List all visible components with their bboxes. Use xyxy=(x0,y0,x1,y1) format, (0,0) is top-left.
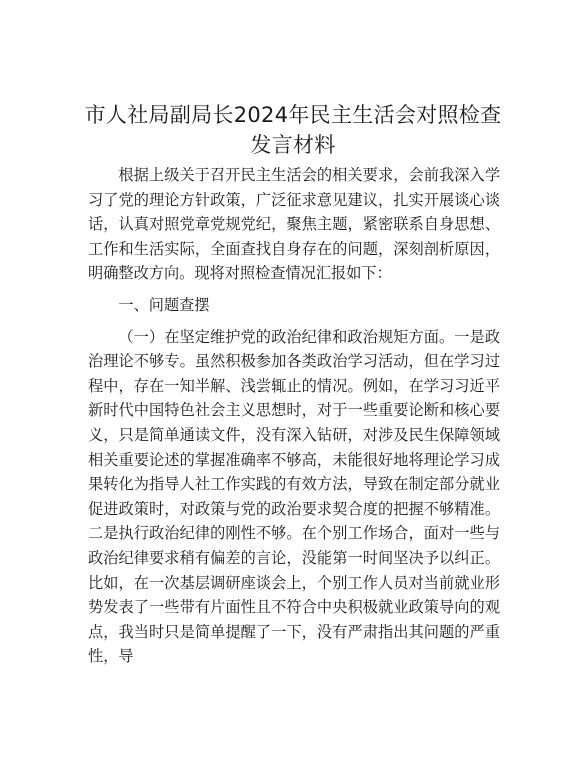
document-title: 市人社局副局长2024年民主生活会对照检查发言材料 xyxy=(84,103,502,157)
section-paragraph: （一）在坚定维护党的政治纪律和政治规矩方面。一是政治理论不够专。虽然积极参加各类政治学习活动，但在学习过程中，存在一知半解、浅尝辄止的情况。例如，在学习习近平新时代中国特色社会主义思想时，对于一些重要论断和核心要义，只是简单通读文件，没有深入钻研，对涉及民生保障领域相关重要论述的掌握准确率不够高，未能很好地将理论学习成果转化为指导人社工作实践的有效方法，导致在制定部分就业促进政策时，对政策与党的政治要求契合度的把握不够精准。二是执行政治纪律的刚性不够。在个别工作场合，面对一些与政治纪律要求稍有偏差的言论，没能第一时间坚决予以纠正。比如，在一次基层调研座谈会上，个别工作人员对当前就业形势发表了一些带有片面性且不符合中央积极就业政策导向的观点，我当时只是简单提醒了一下，没有严肃指出其问题的严重性，导 xyxy=(88,327,500,666)
intro-paragraph: 根据上级关于召开民主生活会的相关要求，会前我深入学习了党的理论方针政策，广泛征求意见建议，扎实开展谈心谈话，认真对照党章党规党纪，聚焦主题，紧密联系自身思想、工作和生活实际，全面查找自身存在的问题，深刻剖析原因，明确整改方向。现将对照检查情况汇报如下： xyxy=(88,166,500,283)
document-body xyxy=(88,163,500,669)
section-heading: 一、问题查摆 xyxy=(118,295,210,314)
